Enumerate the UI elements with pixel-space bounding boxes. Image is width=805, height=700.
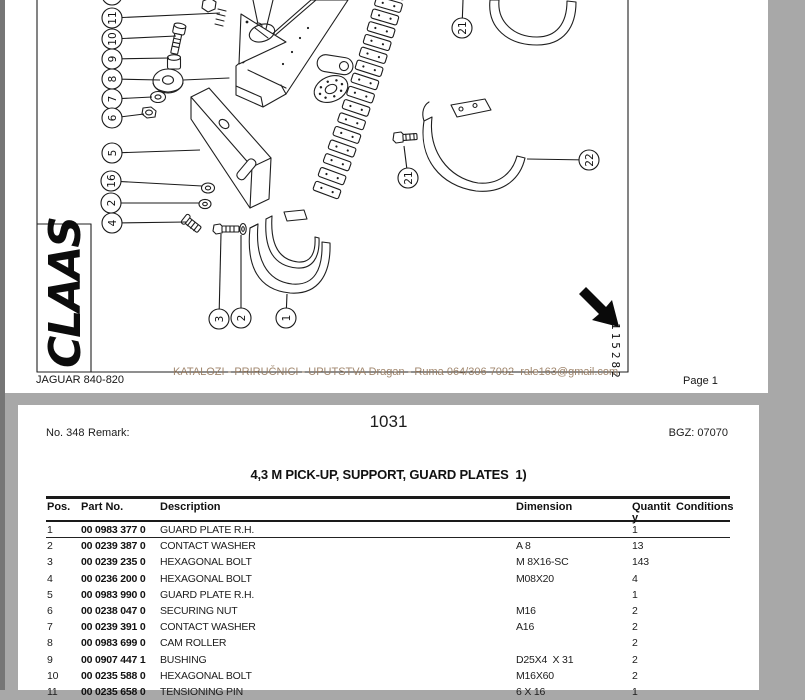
cell-dimension: M16X60 [516, 670, 554, 682]
model-label: JAGUAR 840-820 [36, 374, 124, 386]
cell-part-no: 00 0238 047 0 [81, 605, 146, 617]
callout-number: 5 [107, 150, 119, 157]
cell-pos: 4 [47, 573, 53, 585]
page-number-label: Page 1 [683, 375, 718, 387]
cell-dimension: M 8X16-SC [516, 556, 568, 568]
header-dimension: Dimension [516, 501, 572, 513]
cell-quantity: 2 [632, 654, 638, 666]
callout-number: 9 [107, 56, 119, 63]
callout-number: 22 [584, 153, 596, 166]
spring-part [215, 9, 226, 26]
chain-link [318, 167, 347, 185]
table-row [46, 603, 730, 619]
callout-number: 16 [106, 174, 118, 188]
callout-number: 10 [107, 32, 119, 45]
cell-dimension: A 8 [516, 540, 531, 552]
cell-description: HEXAGONAL BOLT [160, 556, 252, 568]
cam-roller-part [153, 69, 183, 93]
callout-number: 4 [107, 219, 119, 226]
cell-pos: 5 [47, 589, 53, 601]
header-quantity: Quantit [632, 501, 671, 513]
callout-number: 11 [107, 11, 119, 24]
header-conditions: Conditions [676, 501, 733, 513]
link-arm-part [316, 53, 354, 75]
cell-pos: 3 [47, 556, 53, 568]
cell-quantity: 1 [632, 589, 638, 601]
washer-part [151, 92, 166, 103]
cell-pos: 2 [47, 540, 53, 552]
hex-bolt-part [213, 224, 246, 235]
header-description: Description [160, 501, 221, 513]
table-row [46, 635, 730, 651]
cell-quantity: 4 [632, 573, 638, 585]
table-row [46, 619, 730, 635]
cell-pos: 8 [47, 637, 53, 649]
hex-bolt-part [393, 132, 417, 143]
cell-description: GUARD PLATE R.H. [160, 524, 254, 536]
header-quantity-wrap: y [632, 512, 638, 524]
header-part-no: Part No. [81, 501, 123, 513]
cell-dimension: A16 [516, 621, 534, 633]
section-title: 4,3 M PICK-UP, SUPPORT, GUARD PLATES 1) [18, 467, 759, 482]
screw-part [181, 214, 203, 235]
figure-number: 115282 [609, 323, 622, 381]
callout-number: 2 [106, 200, 118, 207]
table-row [46, 522, 730, 538]
claas-logo: CLAAS [40, 218, 91, 368]
bushing-part [168, 55, 181, 69]
sheet-number: 1031 [18, 412, 759, 432]
table-row [46, 538, 730, 554]
cell-dimension: M08X20 [516, 573, 554, 585]
cell-dimension: 6 X 16 [516, 686, 545, 698]
cell-dimension: M16 [516, 605, 536, 617]
callout-number: 2 [236, 315, 248, 322]
doc-no-label: No. 348 [46, 427, 85, 439]
cell-description: CAM ROLLER [160, 637, 226, 649]
cell-description: HEXAGONAL BOLT [160, 573, 252, 585]
catalog-diagram-page [5, 0, 768, 393]
catalog-parts-list-page [18, 405, 759, 690]
parts-table [46, 496, 730, 700]
chain-link [313, 181, 342, 199]
cell-quantity: 2 [632, 605, 638, 617]
cell-part-no: 00 0983 990 0 [81, 589, 146, 601]
cell-description: TENSIONING PIN [160, 686, 243, 698]
cell-pos: 10 [47, 670, 58, 682]
table-row [46, 554, 730, 570]
guard-plate-cup-part [249, 210, 330, 293]
exploded-diagram [5, 0, 768, 393]
cell-part-no: 00 0239 235 0 [81, 556, 146, 568]
cell-part-no: 00 0236 200 0 [81, 573, 146, 585]
cell-quantity: 2 [632, 621, 638, 633]
cell-description: SECURING NUT [160, 605, 238, 617]
cell-part-no: 00 0907 447 1 [81, 654, 146, 666]
bgz-label: BGZ: 07070 [669, 427, 728, 439]
cell-part-no: 00 0239 391 0 [81, 621, 146, 633]
cell-part-no: 00 0983 377 0 [81, 524, 146, 536]
washer-part [199, 183, 215, 209]
cell-pos: 11 [47, 686, 58, 698]
remark-label: Remark: [88, 427, 130, 439]
callout-number: 21 [403, 171, 415, 184]
cell-quantity: 143 [632, 556, 649, 568]
bolt-part [168, 22, 186, 55]
guard-hook-part [490, 0, 576, 45]
table-header-row [46, 496, 730, 522]
callout-number: 1 [281, 315, 293, 322]
cell-quantity: 13 [632, 540, 643, 552]
cell-quantity: 2 [632, 637, 638, 649]
table-row [46, 571, 730, 587]
cell-part-no: 00 0235 658 0 [81, 686, 146, 698]
cell-quantity: 1 [632, 524, 638, 536]
callout-number: 7 [107, 96, 119, 103]
cell-description: HEXAGONAL BOLT [160, 670, 252, 682]
direction-arrow-icon [579, 287, 619, 327]
callout-number: 21 [457, 21, 469, 34]
table-row [46, 587, 730, 603]
guard-strap-part [423, 99, 525, 191]
cell-part-no: 00 0983 699 0 [81, 637, 146, 649]
cell-part-no: 00 0239 387 0 [81, 540, 146, 552]
cell-description: BUSHING [160, 654, 206, 666]
cell-quantity: 2 [632, 670, 638, 682]
cell-description: CONTACT WASHER [160, 621, 256, 633]
callout-partial [102, 0, 122, 5]
table-row [46, 652, 730, 668]
nut-part [202, 0, 216, 12]
cell-pos: 6 [47, 605, 53, 617]
cell-description: GUARD PLATE R.H. [160, 589, 254, 601]
cell-dimension: D25X4 X 31 [516, 654, 573, 666]
callout-number: 8 [107, 76, 119, 83]
table-row [46, 668, 730, 684]
watermark-text: KATALOZI - PRIRUČNICI - UPUTSTVA Dragan - Ruma 064/306 7092 rale163@gmail.com [173, 366, 618, 378]
nut-part [142, 107, 156, 118]
cell-pos: 1 [47, 524, 53, 536]
cell-quantity: 1 [632, 686, 638, 698]
parts-table-rows [46, 522, 730, 700]
viewer-edge-strip [0, 0, 5, 690]
callout-number: 3 [214, 316, 226, 323]
callout-number: 6 [107, 114, 119, 121]
cell-description: CONTACT WASHER [160, 540, 256, 552]
cell-pos: 9 [47, 654, 53, 666]
header-pos: Pos. [47, 501, 70, 513]
table-row [46, 684, 730, 700]
cell-pos: 7 [47, 621, 53, 633]
cell-part-no: 00 0235 588 0 [81, 670, 146, 682]
